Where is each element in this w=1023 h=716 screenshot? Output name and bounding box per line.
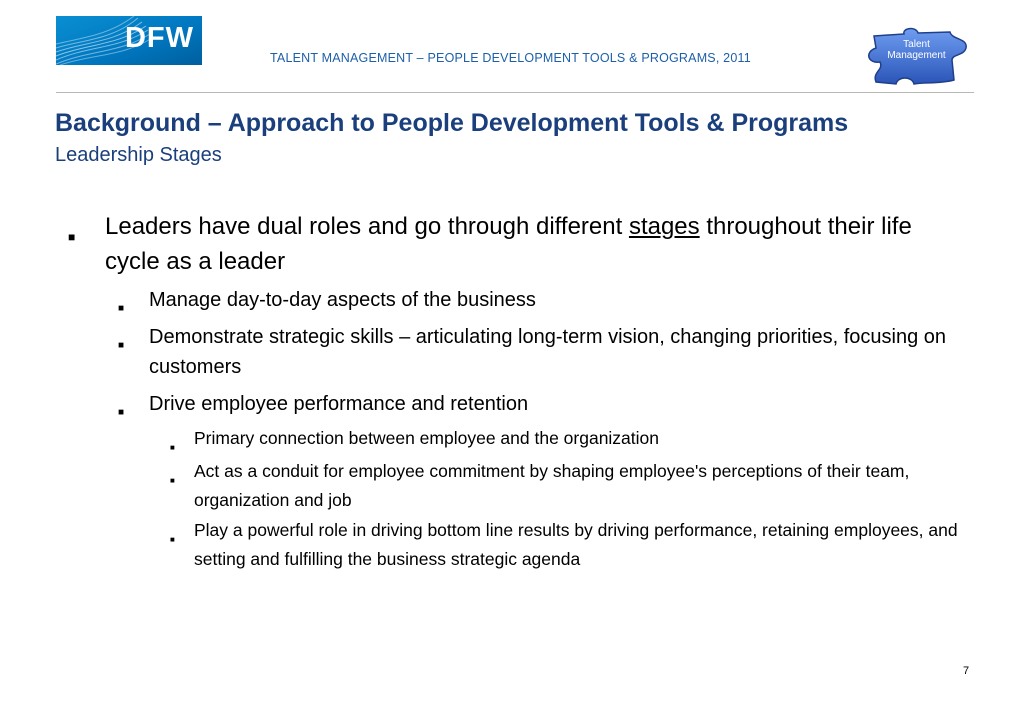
bullet-level2	[118, 285, 958, 315]
square-bullet-icon: ■	[170, 535, 175, 544]
page-number: 7	[963, 665, 970, 677]
bullet-level3	[170, 457, 970, 515]
bullet-text: Manage day-to-day aspects of the business	[149, 289, 536, 311]
slide-subtitle: Leadership Stages	[55, 144, 222, 166]
bullet-text: Act as a conduit for employee commitment by shaping employee's perceptions of their team, organization and job	[194, 461, 910, 510]
bullet-text-part: Leaders have dual roles and go through different	[105, 213, 629, 240]
bullet-text: Drive employee performance and retention	[149, 393, 529, 415]
underlined-word: stages	[628, 213, 700, 240]
bullet-level3	[170, 516, 970, 574]
puzzle-piece-icon	[864, 26, 974, 88]
header-title: TALENT MANAGEMENT – PEOPLE DEVELOPMENT TOOLS & PROGRAMS, 2011	[270, 51, 751, 65]
square-bullet-icon: ■	[68, 230, 76, 244]
square-bullet-icon: ■	[118, 407, 125, 418]
bullet-level3	[170, 424, 970, 453]
square-bullet-icon: ■	[118, 303, 125, 314]
puzzle-label	[864, 39, 969, 61]
bullet-text: Primary connection between employee and the organization	[194, 428, 660, 448]
logo-text: DFW	[124, 22, 194, 54]
square-bullet-icon: ■	[170, 476, 175, 485]
bullet-level2	[118, 322, 958, 382]
square-bullet-icon: ■	[118, 340, 125, 351]
bullet-text: Play a powerful role in driving bottom line results by driving performance, retaining employees, and setting and fulfilling the business strategic agenda	[194, 520, 958, 569]
puzzle-label-line1: Talent	[903, 39, 930, 50]
bullet-text-part: throughout their life cycle as a leader	[105, 213, 912, 275]
header-divider	[56, 92, 974, 93]
puzzle-label-line2: Management	[887, 50, 946, 61]
square-bullet-icon: ■	[170, 443, 175, 452]
slide-title: Background – Approach to People Development Tools & Programs	[55, 109, 849, 137]
bullet-text	[105, 209, 963, 279]
bullet-level1	[68, 209, 963, 279]
bullet-text: Demonstrate strategic skills – articulating long-term vision, changing priorities, focusing on customers	[149, 326, 947, 378]
bullet-level2	[118, 389, 958, 419]
dfw-logo	[56, 16, 202, 65]
